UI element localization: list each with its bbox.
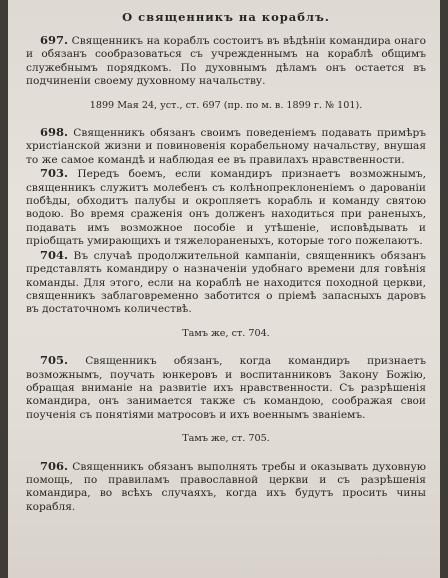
document-page [8, 0, 440, 578]
article-number: 703. [40, 166, 69, 181]
article-705 [26, 354, 426, 422]
reference-705: Тамъ же, ст. 705. [182, 433, 270, 445]
reference-697: 1899 Мая 24, уст., ст. 697 (пр. по м. в. 1899 г. № 101). [89, 99, 363, 111]
article-text: Священникъ обязанъ, когда командиръ признаетъ возможнымъ, поучать юнкеровъ и воспитанниковъ Закону Божію, обращая вниманіе на развитіе ихъ нравственности. Съ разрѣшенія командира, онъ занимается также съ командою, соображая свои поученія съ понятіями матросовъ и ихъ военнымъ званіемъ. [26, 355, 426, 421]
reference-704: Тамъ же, ст. 704. [182, 327, 270, 339]
article-698 [26, 126, 426, 167]
article-number: 704. [40, 247, 69, 262]
article-703 [26, 167, 426, 248]
article-number: 697. [40, 33, 69, 47]
article-704 [26, 249, 426, 317]
article-text: Передъ боемъ, если командиръ признаетъ возможнымъ, священникъ служитъ молебенъ съ колѣнопреклоненіемъ о дарованіи побѣды, обходитъ палубы и окропляетъ корабль и команду святою водою. Во время сраженія онъ долженъ находиться при раненыхъ, подавать имъ возможное пособіе и утѣшеніе, исповѣдывать и пріобщать умирающихъ и тяжелораненыхъ, которые того пожелаютъ. [26, 168, 426, 248]
article-text: Въ случаѣ продолжительной кампаніи, священникъ обязанъ представлять командиру о назначеніи удобнаго времени для говѣнія команды. Для этого, если на кораблѣ не находится походной церкви, священникъ заблаговременно заботится о пріемѣ запасныхъ даровъ въ достаточномъ количествѣ. [26, 249, 426, 316]
article-number: 698. [40, 125, 69, 140]
article-text: Священникъ обязанъ своимъ поведеніемъ подавать примѣръ христіанской жизни и повиновенія корабельному начальству, внушая то же самое командѣ и наблюдая ее въ правилахъ нравственности. [26, 127, 426, 166]
article-number: 705. [40, 353, 69, 368]
article-text: Священникъ на кораблъ состоитъ въ вѣдѣніи командира онаго и обязанъ сообразоваться съ учрежденнымъ на кораблѣ общимъ служебнымъ порядкомъ. По духовнымъ дѣламъ онъ остается въ подчиненіи своему духовному начальству. [26, 35, 426, 88]
page-title: О священникъ на кораблъ. [122, 10, 330, 24]
article-706 [26, 460, 426, 515]
article-number: 706. [40, 458, 69, 473]
article-697 [26, 34, 426, 89]
article-text: Священникъ обязанъ выполнять требы и оказывать духовную помощь, по правиламъ православной церкви и съ разрѣшенія командира, во всѣхъ случаяхъ, когда ихъ будутъ просить чины корабля. [26, 460, 426, 513]
